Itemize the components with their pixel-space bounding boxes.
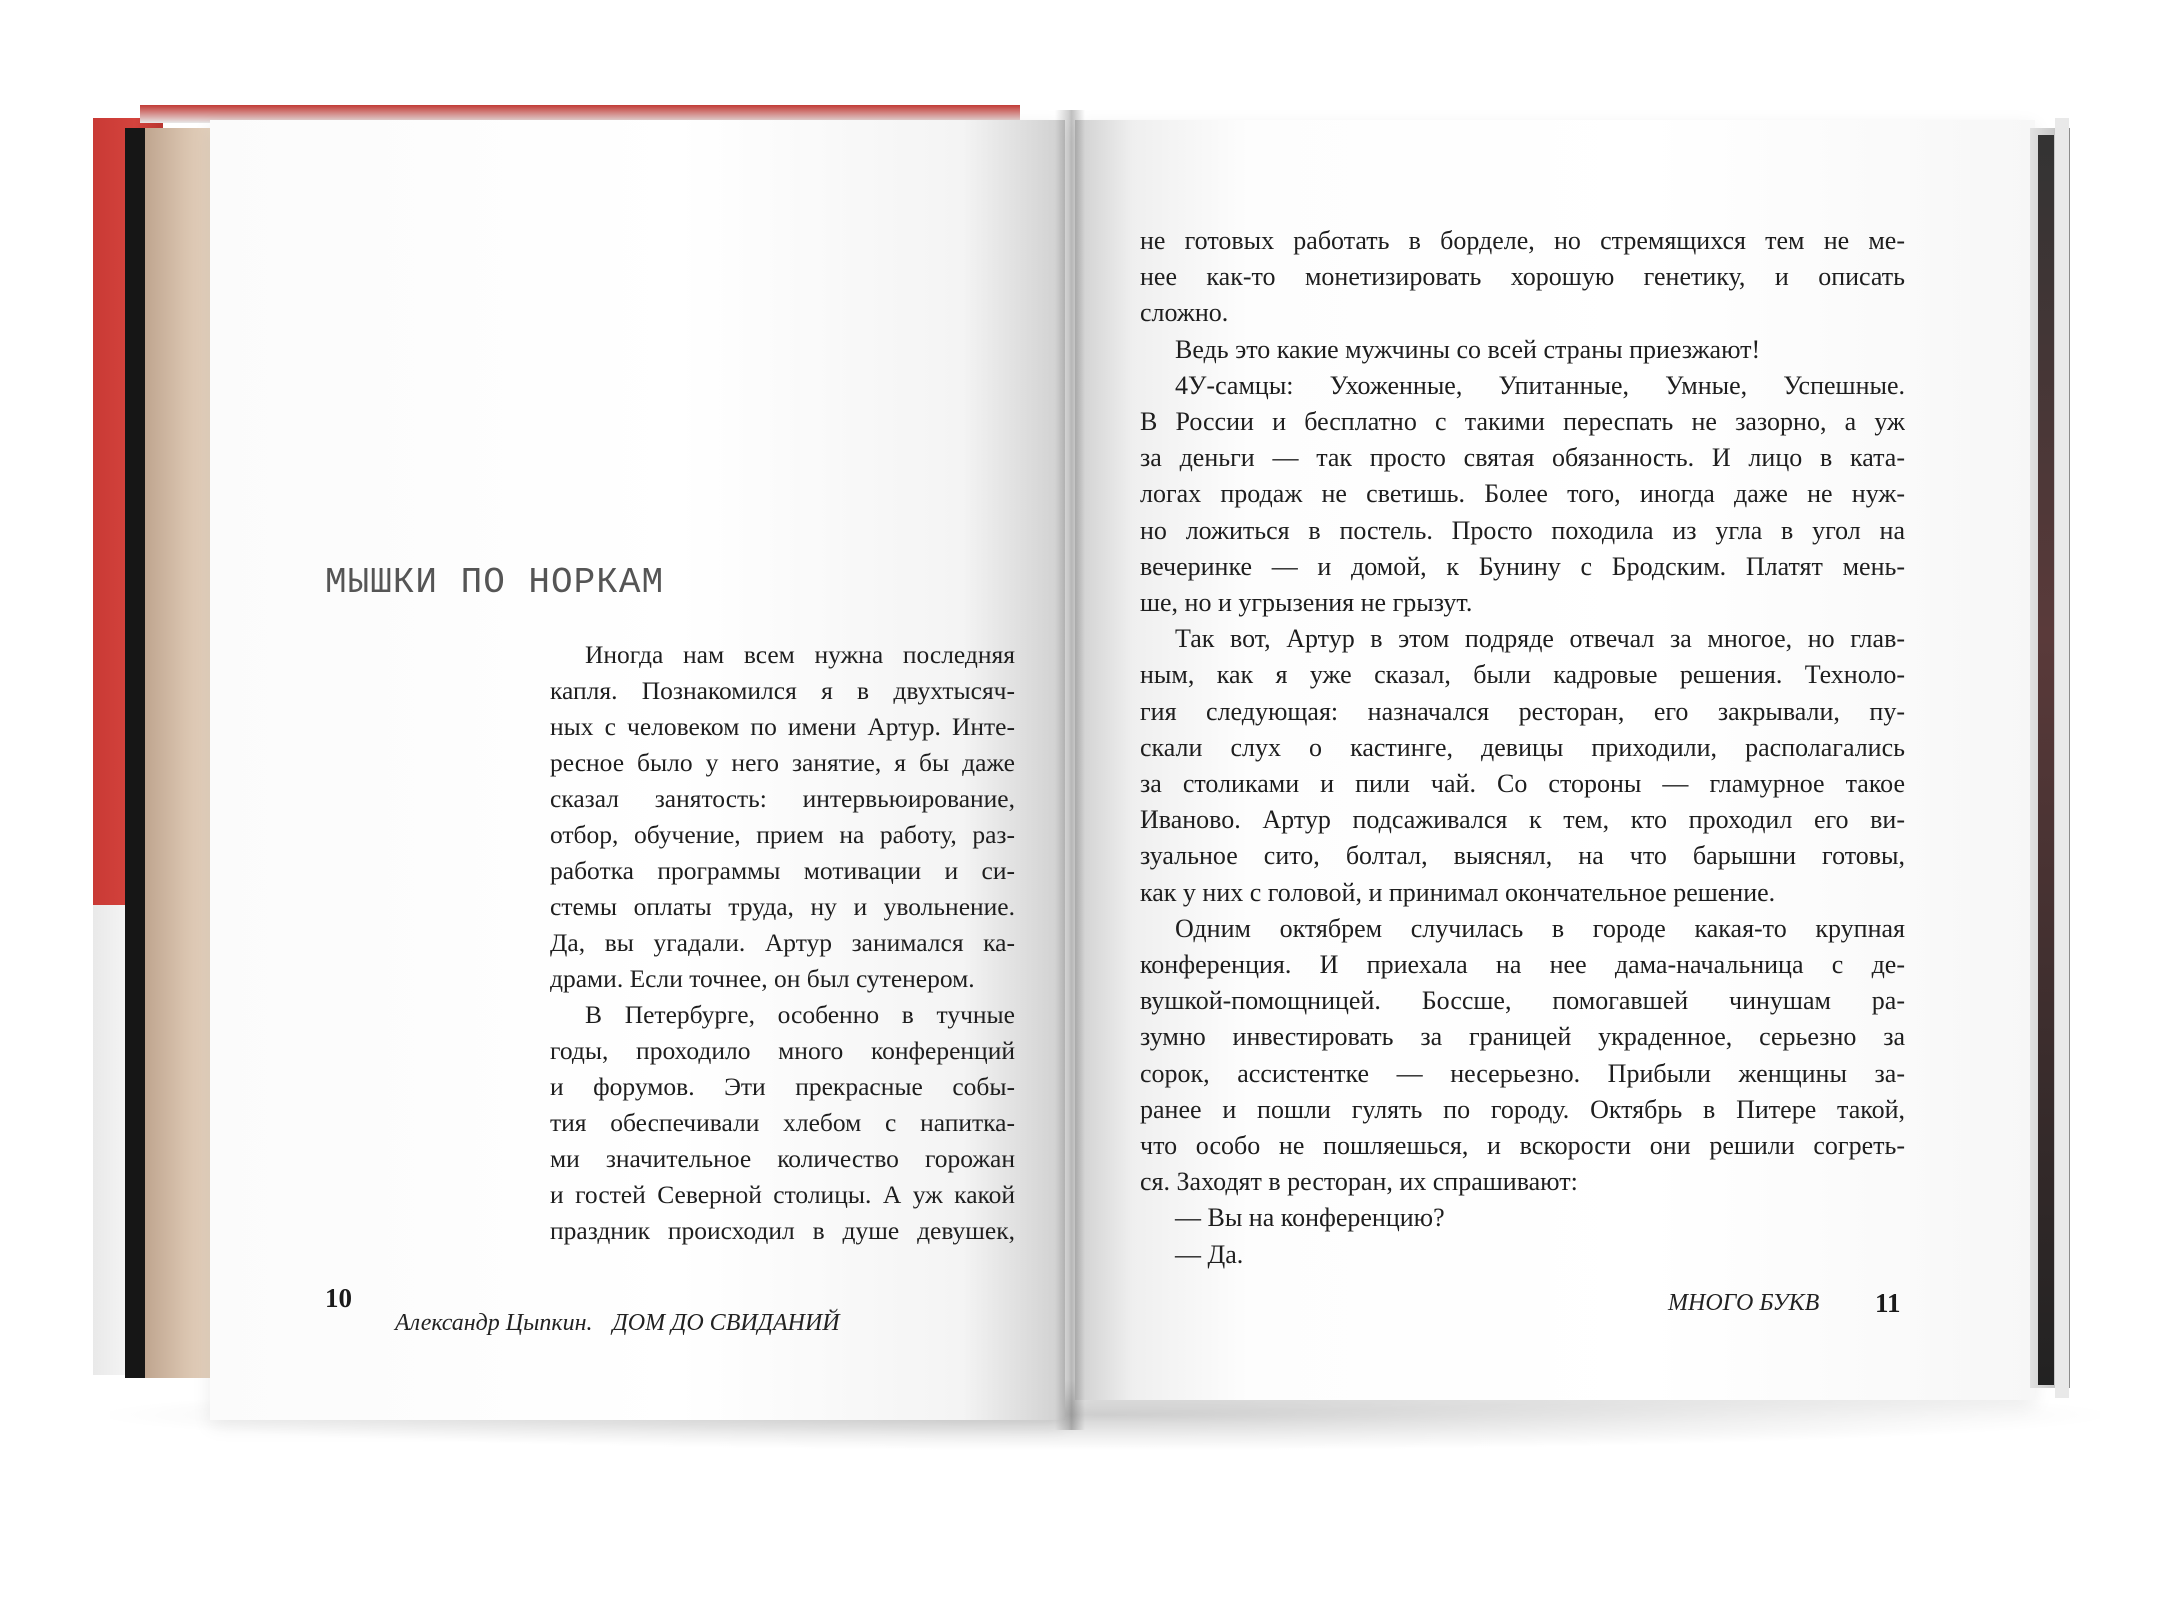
text-line: стемы оплаты труда, ну и увольнение. (550, 892, 1015, 921)
text-line: — Вы на конференцию? (1175, 1203, 1445, 1233)
text-line: — Да. (1175, 1239, 1244, 1269)
book-title: ДОМ ДО СВИДАНИЙ (612, 1310, 840, 1336)
text-line: 4У-самцы: Ухоженные, Упитанные, Умные, Успешные. (1175, 370, 1905, 400)
text-line: как у них с головой, и принимал окончательное решение. (1140, 877, 1776, 907)
book-gutter (1055, 110, 1085, 1430)
left-text-column (550, 637, 1015, 1249)
text-line: логах продаж не светишь. Более того, иногда даже не нуж- (1140, 479, 1905, 509)
text-line: что особо не пошляешься, и вскорости они решили согреть- (1140, 1131, 1905, 1161)
right-cover-edge (2038, 135, 2054, 1385)
text-line: Ведь это какие мужчины со всей страны приезжают! (1175, 334, 1761, 364)
text-line: сказал занятость: интервьюирование, (550, 784, 1015, 813)
text-line: ных с человеком по имени Артур. Инте- (550, 712, 1015, 741)
text-line: ся. Заходят в ресторан, их спрашивают: (1140, 1167, 1578, 1197)
text-line: капля. Познакомился я в двухтысяч- (550, 676, 1015, 705)
text-line: не готовых работать в борделе, но стремящихся тем не ме- (1140, 226, 1905, 255)
text-line: Одним октябрем случилась в городе какая-то крупная (1175, 913, 1905, 943)
text-line: нее как-то монетизировать хорошую генетику, и описать (1140, 262, 1905, 292)
text-line: вушкой-помощницей. Боссше, помогавшей чинушам ра- (1140, 986, 1905, 1016)
text-line: конференция. И приехала на нее дама-начальница с де- (1140, 950, 1905, 980)
text-line: ми значительное количество горожан (550, 1144, 1015, 1173)
text-line: но ложиться в постель. Просто походила из угла в угол на (1140, 515, 1905, 545)
text-line: работка программы мотивации и си- (550, 856, 1015, 885)
text-line: ресное было у него занятие, я бы даже (550, 748, 1015, 777)
black-cover-band (125, 128, 147, 1378)
left-running-head (395, 1310, 840, 1337)
chapter-title: МЫШКИ ПО НОРКАМ (325, 562, 665, 603)
right-text-column (1140, 223, 1905, 1273)
text-line: Да, вы угадали. Артур занимался ка- (550, 928, 1015, 957)
text-line: В России и бесплатно с такими переспать не зазорно, а уж (1140, 407, 1905, 437)
text-line: гия следующая: назначался ресторан, его закрывали, пу- (1140, 696, 1905, 726)
left-page-stack (145, 128, 215, 1378)
text-line: ше, но и угрызения не грызут. (1140, 588, 1473, 618)
text-line: Иногда нам всем нужна последняя (585, 640, 1015, 669)
text-line: ранее и пошли гулять по городу. Октябрь в Питере такой, (1140, 1094, 1905, 1124)
text-line: драми. Если точнее, он был сутенером. (550, 964, 975, 993)
left-page-number: 10 (325, 1283, 352, 1313)
text-line: и форумов. Эти прекрасные собы- (550, 1072, 1015, 1101)
text-line: Так вот, Артур в этом подряде отвечал за многое, но глав- (1175, 624, 1905, 654)
right-cover-board (2055, 118, 2069, 1398)
text-line: тия обеспечивали хлебом с напитка- (550, 1108, 1015, 1137)
text-line: сорок, ассистентке — несерьезно. Прибыли женщины за- (1140, 1058, 1905, 1088)
text-line: сложно. (1140, 298, 1229, 328)
text-line: В Петербурге, особенно в тучные (585, 1000, 1015, 1029)
text-line: отбор, обучение, прием на работу, раз- (550, 820, 1015, 849)
author-name: Александр Цыпкин. (395, 1310, 593, 1336)
text-line: и гостей Северной столицы. А уж какой (550, 1180, 1015, 1209)
text-line: зумно инвестировать за границей украденное, серьезно за (1140, 1022, 1905, 1052)
text-line: ным, как я уже сказал, были кадровые решения. Техноло- (1140, 660, 1905, 690)
text-line: за деньги — так просто святая обязанность. И лицо в ката- (1140, 443, 1905, 473)
text-line: зуальное сито, болтал, выяснял, на что барышни готовы, (1140, 841, 1905, 871)
text-line: Иваново. Артур подсаживался к тем, кто проходил его ви- (1140, 805, 1905, 835)
text-line: праздник происходил в душе девушек, (550, 1216, 1015, 1245)
text-line: скали слух о кастинге, девицы приходили, располагались (1140, 732, 1905, 762)
text-line: годы, проходило много конференций (550, 1036, 1015, 1065)
right-running-head: МНОГО БУКВ (1668, 1290, 1820, 1316)
text-line: вечеринке — и домой, к Бунину с Бродским. Платят мень- (1140, 551, 1905, 581)
text-line: за столиками и пили чай. Со стороны — гламурное такое (1140, 769, 1905, 799)
right-page-number: 11 (1875, 1288, 1901, 1318)
